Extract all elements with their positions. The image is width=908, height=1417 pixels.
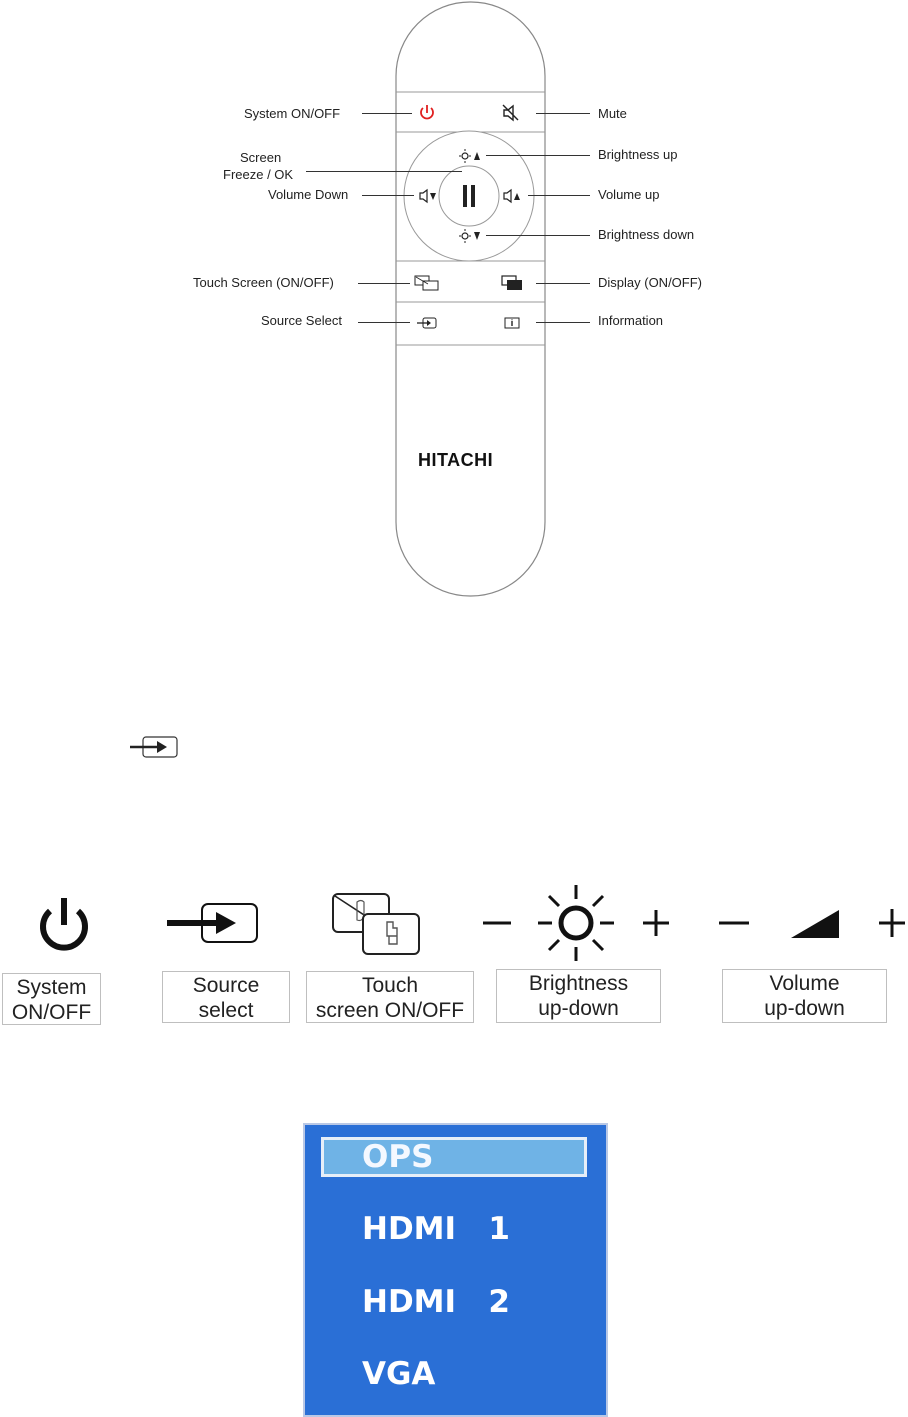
legend-touch (306, 971, 474, 1023)
touch-screen-icon[interactable] (414, 275, 440, 291)
label-information: Information (598, 313, 664, 328)
touch-screen-icon (331, 892, 423, 958)
brightness-up-icon[interactable] (459, 149, 483, 163)
label-mute: Mute (598, 106, 627, 121)
legend-volume-line1: Volume (769, 972, 840, 995)
legend-source-line2: select (198, 999, 254, 1022)
label-volume-up: Volume up (598, 187, 660, 202)
legend-volume (722, 969, 887, 1023)
label-system-on-off: System ON/OFF (244, 106, 341, 121)
callout-line (358, 283, 410, 284)
callout-line (536, 283, 590, 284)
legend-brightness (496, 969, 661, 1023)
power-icon[interactable] (418, 104, 436, 122)
callout-line (486, 155, 590, 156)
menu-item-hdmi-1[interactable]: HDMI 1 (362, 1211, 511, 1247)
menu-item-ops[interactable]: OPS (362, 1139, 434, 1175)
label-volume-down: Volume Down (268, 187, 349, 202)
legend-system (2, 973, 101, 1025)
pause-icon[interactable] (461, 185, 477, 207)
legend-system-line2: ON/OFF (11, 1001, 92, 1024)
volume-down-icon[interactable] (419, 189, 439, 203)
power-icon (37, 896, 91, 954)
legend-touch-line1: Touch (361, 974, 419, 997)
legend-touch-line2: screen ON/OFF (315, 999, 465, 1022)
volume-icon (717, 905, 907, 945)
legend-system-line1: System (16, 976, 87, 999)
callout-line (528, 195, 590, 196)
display-icon[interactable] (501, 275, 523, 291)
source-menu (303, 1123, 608, 1417)
label-source-select: Source Select (261, 313, 342, 328)
label-brightness-up: Brightness up (598, 147, 678, 162)
legend-volume-line2: up-down (764, 997, 845, 1020)
menu-item-hdmi-2[interactable]: HDMI 2 (362, 1284, 511, 1320)
menu-item-selected[interactable] (321, 1137, 587, 1177)
info-icon[interactable] (504, 316, 522, 330)
menu-item-vga[interactable]: VGA (362, 1356, 436, 1392)
volume-up-icon[interactable] (503, 189, 523, 203)
callout-line (536, 113, 590, 114)
legend-source-line1: Source (192, 974, 260, 997)
callout-line (362, 113, 412, 114)
mute-icon[interactable] (502, 104, 520, 122)
source-icon (129, 735, 179, 759)
label-display: Display (ON/OFF) (598, 275, 702, 290)
legend-brightness-line2: up-down (538, 997, 619, 1020)
source-icon (166, 901, 260, 945)
brightness-icon (481, 883, 671, 965)
callout-line (362, 195, 414, 196)
brightness-down-icon[interactable] (459, 229, 483, 243)
brand-logo: HITACHI (418, 450, 494, 470)
callout-line (306, 171, 462, 172)
callout-line (358, 322, 410, 323)
label-touch-screen: Touch Screen (ON/OFF) (193, 275, 334, 290)
label-brightness-down: Brightness down (598, 227, 695, 242)
legend-brightness-line1: Brightness (528, 972, 629, 995)
remote-body (0, 0, 908, 620)
label-screen-freeze-1: Screen (240, 150, 282, 165)
label-screen-freeze-2: Freeze / OK (223, 167, 294, 182)
callout-line (486, 235, 590, 236)
legend-source (162, 971, 290, 1023)
callout-line (536, 322, 590, 323)
source-icon[interactable] (416, 316, 438, 330)
